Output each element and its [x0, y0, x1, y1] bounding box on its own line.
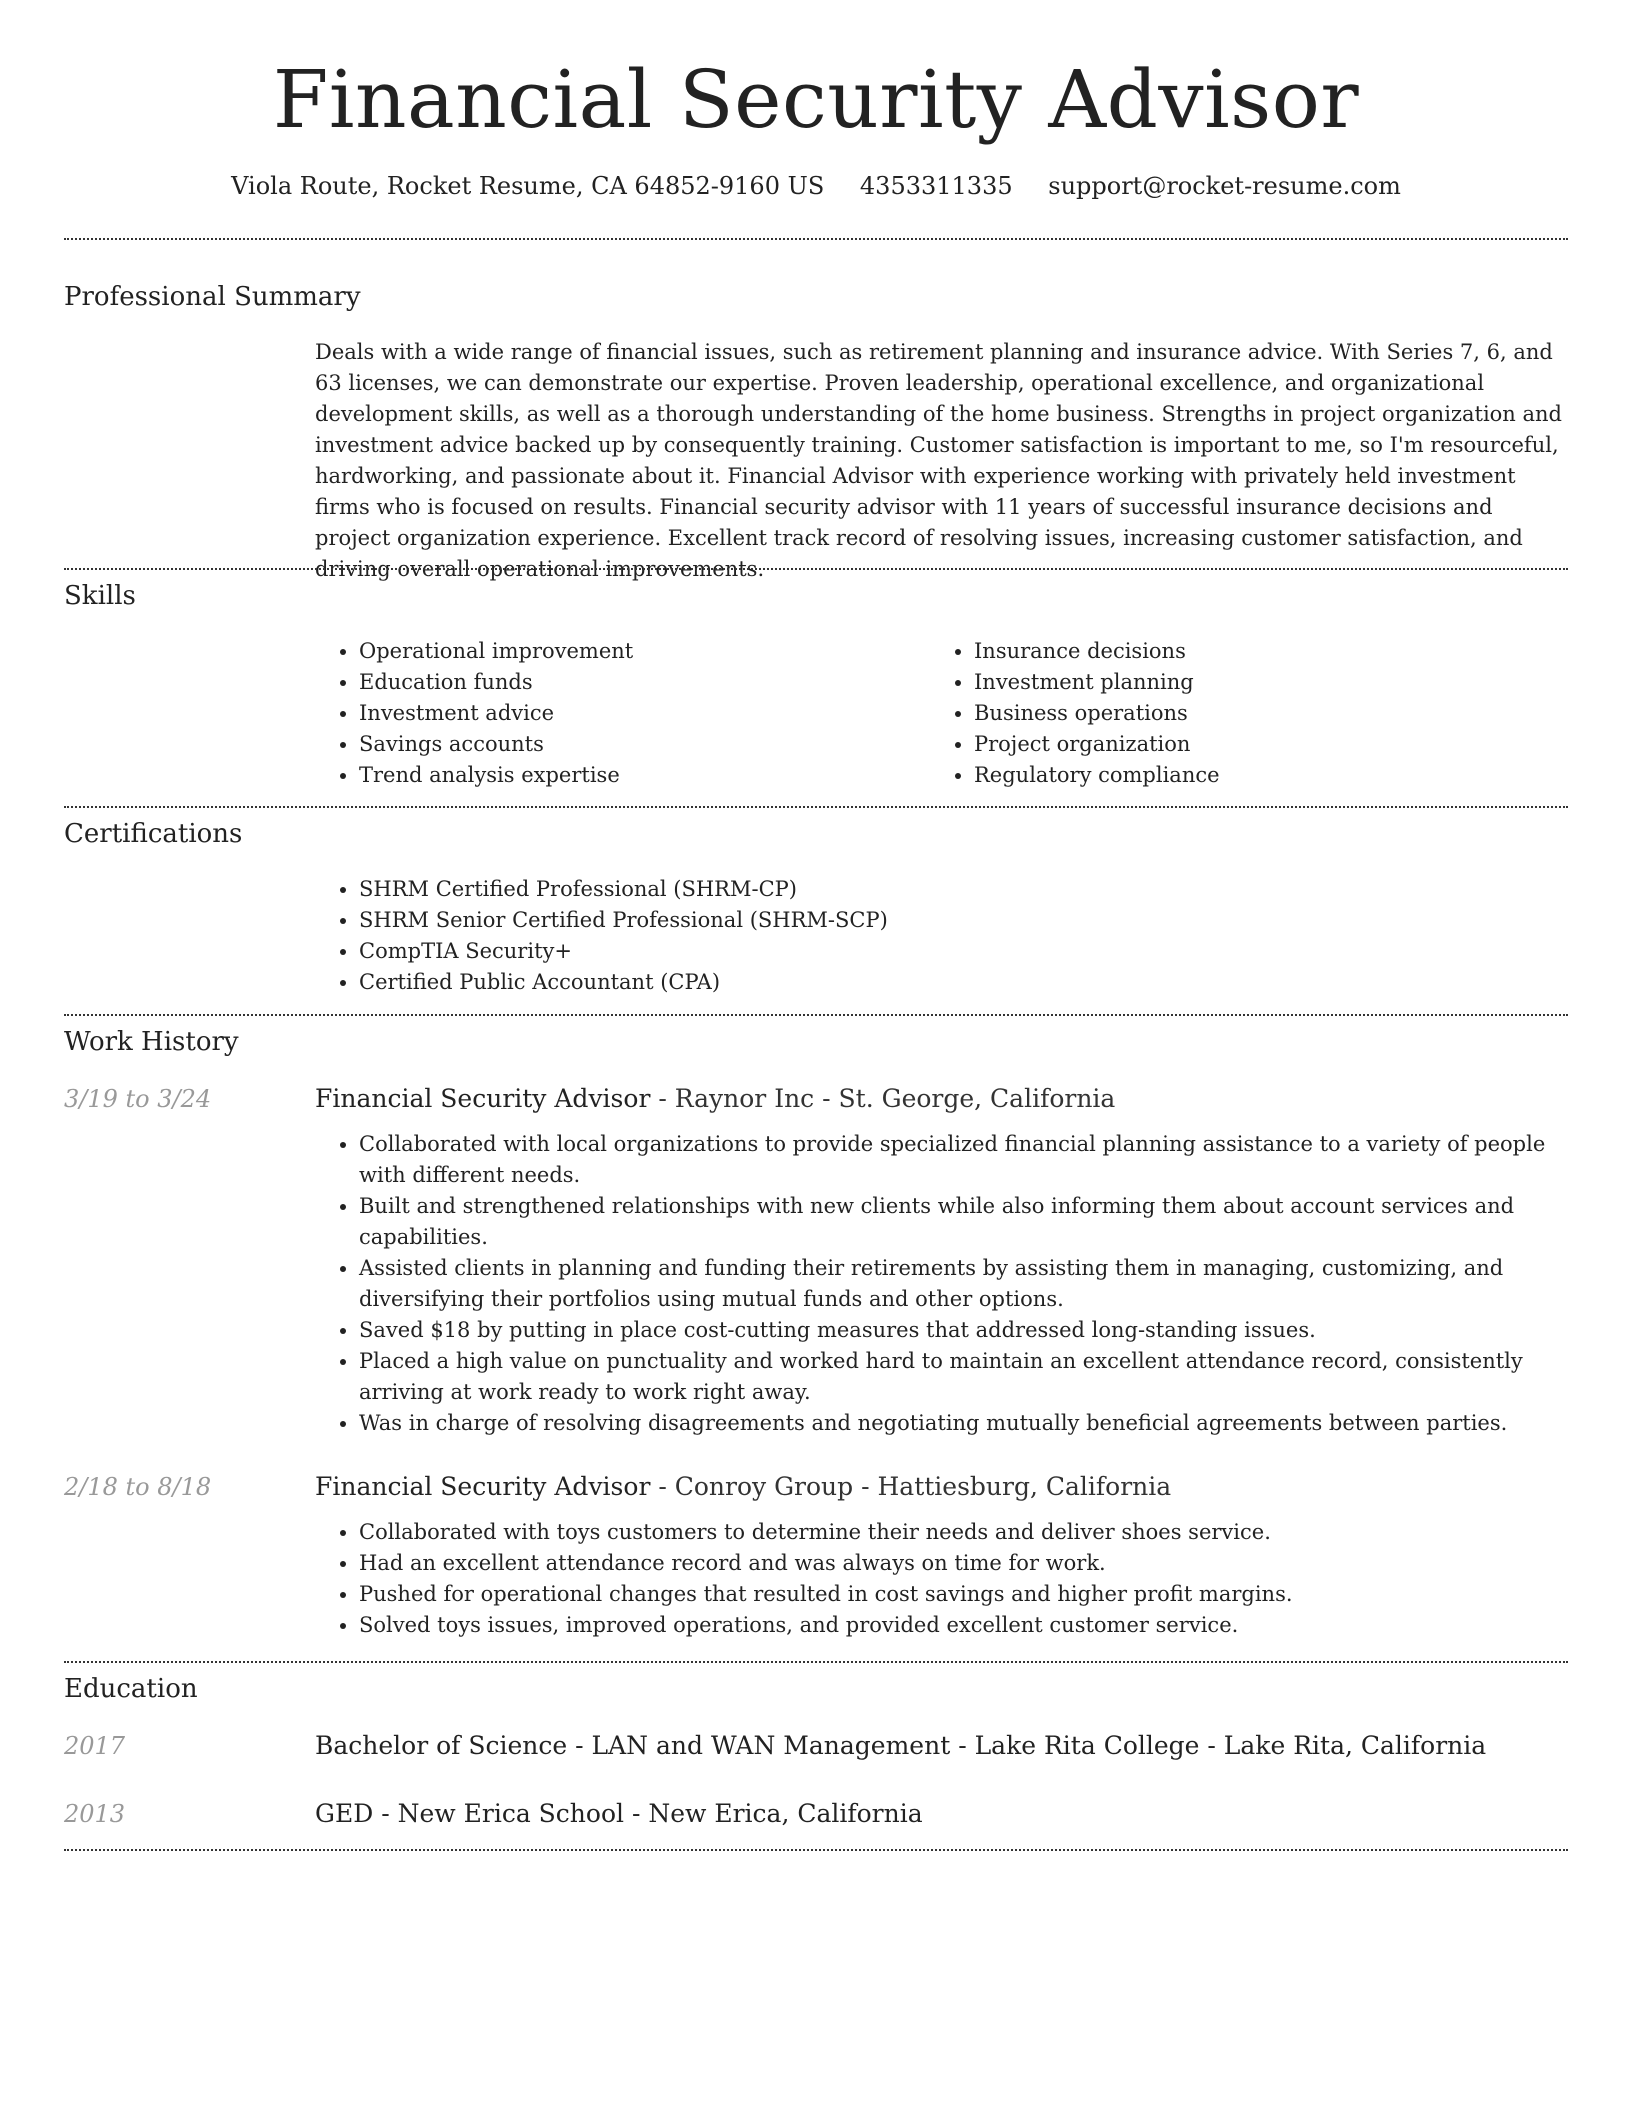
- divider: [64, 1661, 1568, 1663]
- skill-item: • Education funds: [359, 667, 930, 698]
- skill-item: • Savings accounts: [359, 729, 930, 760]
- section-title-work-history: Work History: [64, 1027, 239, 1057]
- section-title-skills: Skills: [64, 581, 136, 611]
- job-bullet: • Saved $18 by putting in place cost-cutting measures that addressed long-standing issues.: [359, 1315, 1568, 1346]
- skill-item: • Trend analysis expertise: [359, 760, 930, 791]
- skills-column-right: [930, 636, 1545, 791]
- education-entry: GED - New Erica School - New Erica, California: [315, 1799, 923, 1828]
- job-company-location: Raynor Inc - St. George, California: [674, 1084, 1116, 1113]
- contact-phone: 4353311335: [859, 172, 1013, 200]
- education-year: 2013: [64, 1800, 126, 1828]
- job-entry: [315, 1082, 1568, 1439]
- divider: [64, 1849, 1568, 1851]
- contact-address: Viola Route, Rocket Resume, CA 64852-9160 US: [231, 172, 825, 200]
- job-bullet: • Assisted clients in planning and funding their retirements by assisting them in managing, customizing, and diversifying their portfolios using mutual funds and other options.: [359, 1253, 1568, 1315]
- job-entry: [315, 1470, 1568, 1641]
- job-bullet: • Collaborated with toys customers to determine their needs and deliver shoes service.: [359, 1517, 1568, 1548]
- job-bullet: • Pushed for operational changes that resulted in cost savings and higher profit margins.: [359, 1579, 1568, 1610]
- skills-column-left: [315, 636, 930, 791]
- job-title: Financial Security Advisor - Raynor Inc - St. George, California: [315, 1084, 1116, 1113]
- job-dates: 2/18 to 8/18: [64, 1473, 212, 1501]
- section-title-education: Education: [64, 1674, 198, 1704]
- divider: [64, 806, 1568, 808]
- job-bullet: • Solved toys issues, improved operations, and provided excellent customer service.: [359, 1610, 1568, 1641]
- job-title: Financial Security Advisor - Conroy Group - Hattiesburg, California: [315, 1472, 1172, 1501]
- divider: [64, 238, 1568, 240]
- job-bullet: • Collaborated with local organizations to provide specialized financial planning assistance to a variety of people with different needs.: [359, 1129, 1568, 1191]
- skills-list: [315, 636, 1568, 791]
- certification-item: • SHRM Senior Certified Professional (SHRM-SCP): [359, 905, 1568, 936]
- resume-name: Financial Security Advisor: [272, 53, 1360, 146]
- divider: [64, 568, 1568, 570]
- job-bullet: • Built and strengthened relationships with new clients while also informing them about account services and capabilities.: [359, 1191, 1568, 1253]
- job-bullet: • Had an excellent attendance record and was always on time for work.: [359, 1548, 1568, 1579]
- skill-item: • Regulatory compliance: [974, 760, 1545, 791]
- summary-text: Deals with a wide range of financial issues, such as retirement planning and insurance advice. With Series 7, 6, and 63 licenses, we can demonstrate our expertise. Proven leadership, operational excellence, and organizational development skills, as well as a thorough understanding of the home business. Strengths in project organization and investment advice backed up by consequently training. Customer satisfaction is important to me, so I'm resourceful, hardworking, and passionate about it. Financial Advisor with experience working with privately held investment firms who is focused on results. Financial security advisor with 11 years of successful insurance decisions and project organization experience. Excellent track record of resolving issues, increasing customer satisfaction, and driving overall operational improvements.: [315, 340, 1562, 581]
- education-entry: Bachelor of Science - LAN and WAN Management - Lake Rita College - Lake Rita, California: [315, 1731, 1487, 1760]
- job-bullet: • Was in charge of resolving disagreements and negotiating mutually beneficial agreements between parties.: [359, 1408, 1568, 1439]
- job-bullet: • Placed a high value on punctuality and worked hard to maintain an excellent attendance record, consistently arriving at work ready to work right away.: [359, 1346, 1568, 1408]
- skill-item: • Operational improvement: [359, 636, 930, 667]
- certification-item: • SHRM Certified Professional (SHRM-CP): [359, 874, 1568, 905]
- job-bullets: [315, 1129, 1568, 1439]
- skill-item: • Investment planning: [974, 667, 1545, 698]
- job-role: Financial Security Advisor: [315, 1472, 651, 1501]
- job-company-location: Conroy Group - Hattiesburg, California: [674, 1472, 1172, 1501]
- job-role: Financial Security Advisor: [315, 1084, 651, 1113]
- job-bullets: [315, 1517, 1568, 1641]
- certifications-list: [315, 874, 1568, 998]
- education-year: 2017: [64, 1732, 126, 1760]
- certification-item: • Certified Public Accountant (CPA): [359, 967, 1568, 998]
- skill-item: • Project organization: [974, 729, 1545, 760]
- skill-item: • Business operations: [974, 698, 1545, 729]
- skill-item: • Insurance decisions: [974, 636, 1545, 667]
- job-dates: 3/19 to 3/24: [64, 1085, 212, 1113]
- divider: [64, 1014, 1568, 1016]
- certification-item: • CompTIA Security+: [359, 936, 1568, 967]
- contact-email: support@rocket-resume.com: [1048, 172, 1401, 200]
- section-title-summary: Professional Summary: [64, 282, 361, 312]
- section-title-certifications: Certifications: [64, 819, 243, 849]
- skill-item: • Investment advice: [359, 698, 930, 729]
- contact-info: [64, 170, 1568, 202]
